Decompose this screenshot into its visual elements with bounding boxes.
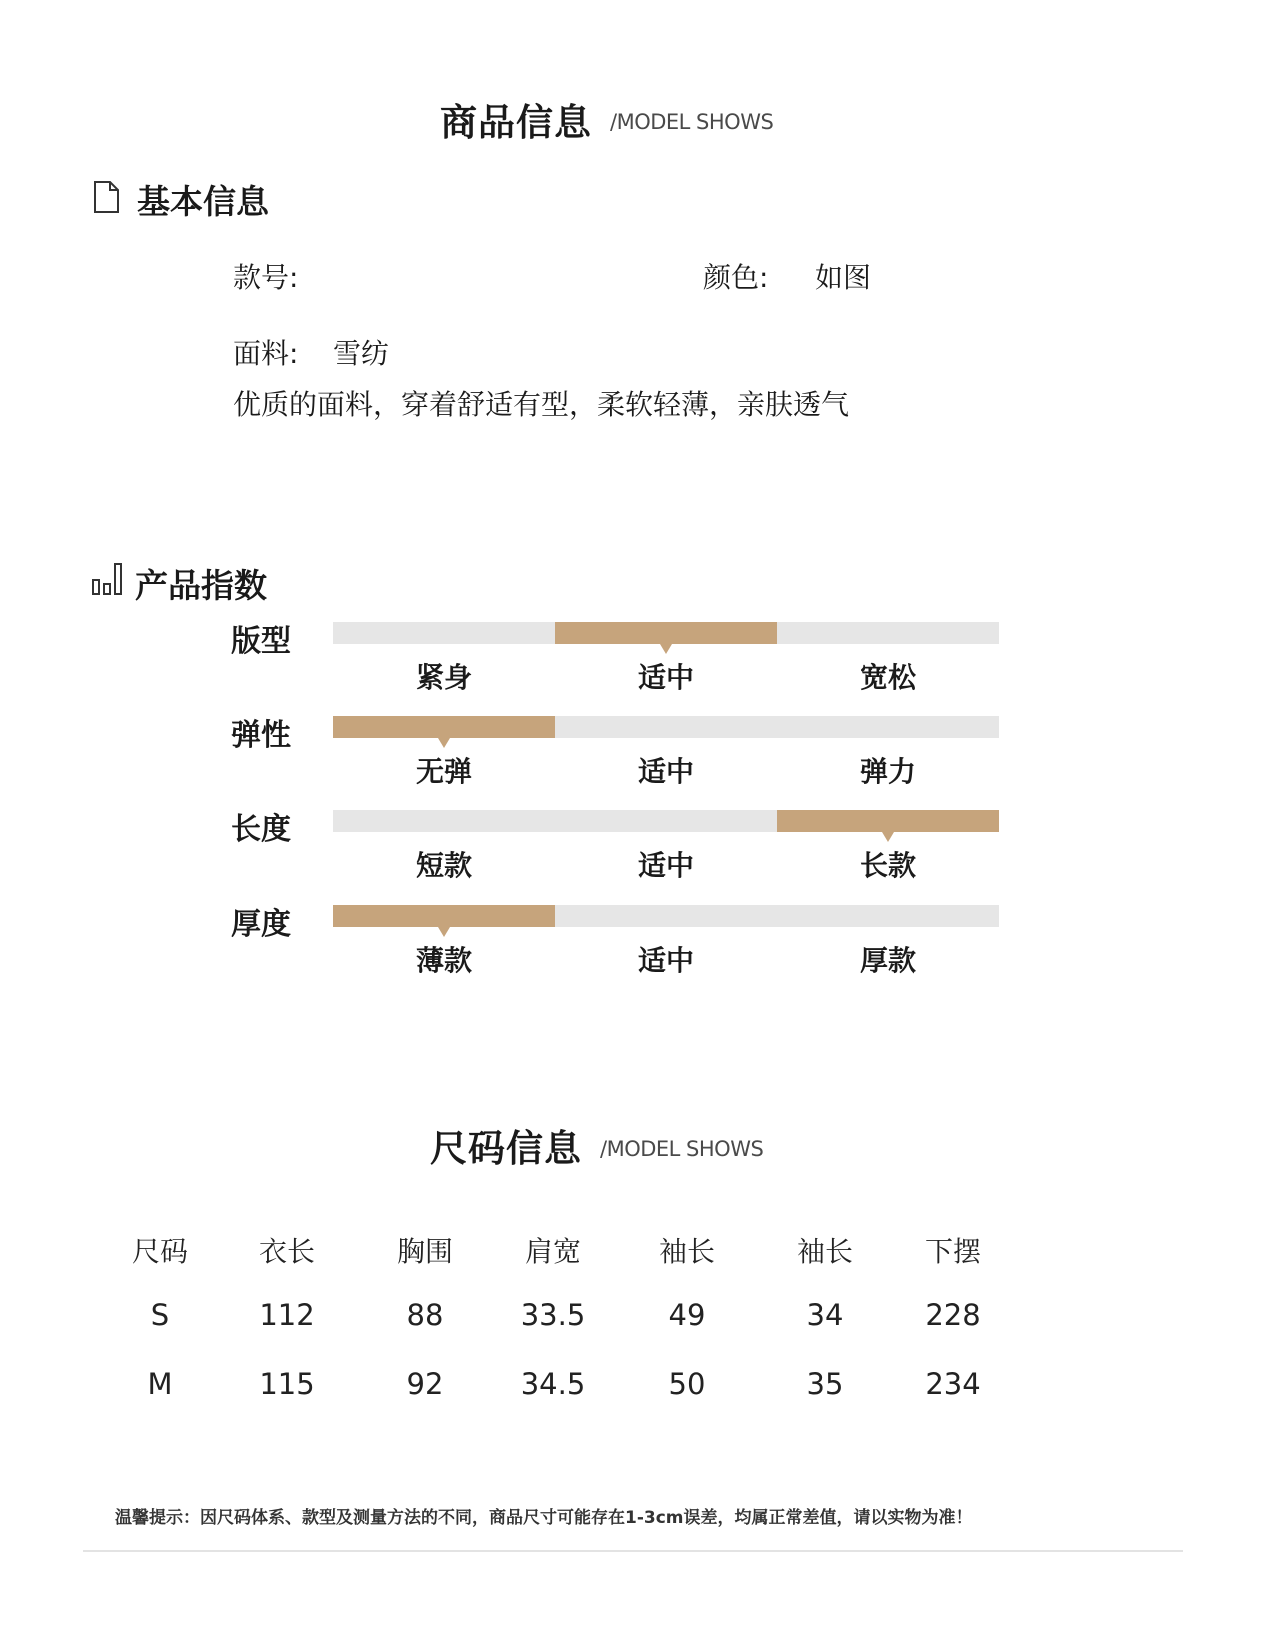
index-option: 厚款	[859, 944, 916, 977]
index-option: 适中	[637, 944, 694, 977]
index-label: 长度	[231, 812, 291, 847]
index-selected-segment	[333, 905, 555, 927]
size-table-cell: 115	[259, 1367, 315, 1401]
index-option: 适中	[637, 661, 694, 694]
size-info-subtitle: /MODEL SHOWS	[600, 1137, 764, 1161]
index-option: 弹力	[859, 755, 916, 788]
bar-chart-icon	[92, 562, 124, 600]
index-selected-segment	[555, 622, 777, 644]
product-index-heading: 产品指数	[135, 566, 267, 605]
index-option: 适中	[637, 849, 694, 882]
index-label: 弹性	[231, 718, 291, 753]
size-table-cell: 34.5	[520, 1367, 586, 1401]
size-table-cell: 35	[806, 1367, 844, 1401]
index-pointer-icon	[660, 644, 672, 654]
size-table-cell: 88	[406, 1298, 444, 1332]
fabric-value: 雪纺	[333, 337, 390, 370]
size-table-header: 尺码	[131, 1235, 188, 1268]
size-table-cell: S	[150, 1298, 170, 1332]
index-option: 宽松	[859, 661, 916, 694]
index-option: 长款	[859, 849, 916, 882]
index-option: 短款	[415, 849, 472, 882]
size-table-header: 肩宽	[524, 1235, 581, 1268]
index-pointer-icon	[882, 832, 894, 842]
index-option: 薄款	[415, 944, 472, 977]
size-table-cell: 92	[406, 1367, 444, 1401]
size-table-cell: 33.5	[520, 1298, 586, 1332]
bottom-divider	[83, 1550, 1183, 1552]
product-info-title: 商品信息	[440, 101, 592, 144]
product-info-subtitle: /MODEL SHOWS	[610, 110, 774, 134]
basic-info-heading: 基本信息	[137, 182, 269, 221]
size-table-cell: 34	[806, 1298, 844, 1332]
color-value: 如图	[815, 261, 872, 294]
size-table-cell: 112	[259, 1298, 315, 1332]
size-table-header: 下摆	[924, 1235, 981, 1268]
index-option: 适中	[637, 755, 694, 788]
index-option: 紧身	[415, 661, 472, 694]
size-table-header: 胸围	[396, 1235, 453, 1268]
size-notice: 温馨提示：因尺码体系、款型及测量方法的不同，商品尺寸可能存在1-3cm误差，均属正常差值，请以实物为准！	[115, 1508, 973, 1528]
size-table-header: 袖长	[796, 1235, 853, 1268]
index-pointer-icon	[438, 927, 450, 937]
size-table-cell: 50	[668, 1367, 706, 1401]
size-table-cell: 234	[925, 1367, 981, 1401]
index-label: 版型	[231, 624, 291, 659]
size-table-cell: 49	[668, 1298, 706, 1332]
index-selected-segment	[333, 716, 555, 738]
fabric-description: 优质的面料，穿着舒适有型，柔软轻薄，亲肤透气	[233, 388, 850, 421]
color-label: 颜色:	[703, 261, 769, 294]
size-info-title: 尺码信息	[430, 1127, 582, 1170]
size-table-cell: 228	[925, 1298, 981, 1332]
index-option: 无弹	[415, 755, 472, 788]
index-selected-segment	[777, 810, 999, 832]
size-table-header: 袖长	[658, 1235, 715, 1268]
document-icon	[92, 180, 120, 218]
index-label: 厚度	[231, 907, 291, 942]
index-pointer-icon	[438, 738, 450, 748]
size-table-cell: M	[147, 1367, 173, 1401]
style-number-label: 款号:	[233, 261, 299, 294]
size-table-header: 衣长	[258, 1235, 315, 1268]
fabric-label: 面料:	[233, 337, 299, 370]
